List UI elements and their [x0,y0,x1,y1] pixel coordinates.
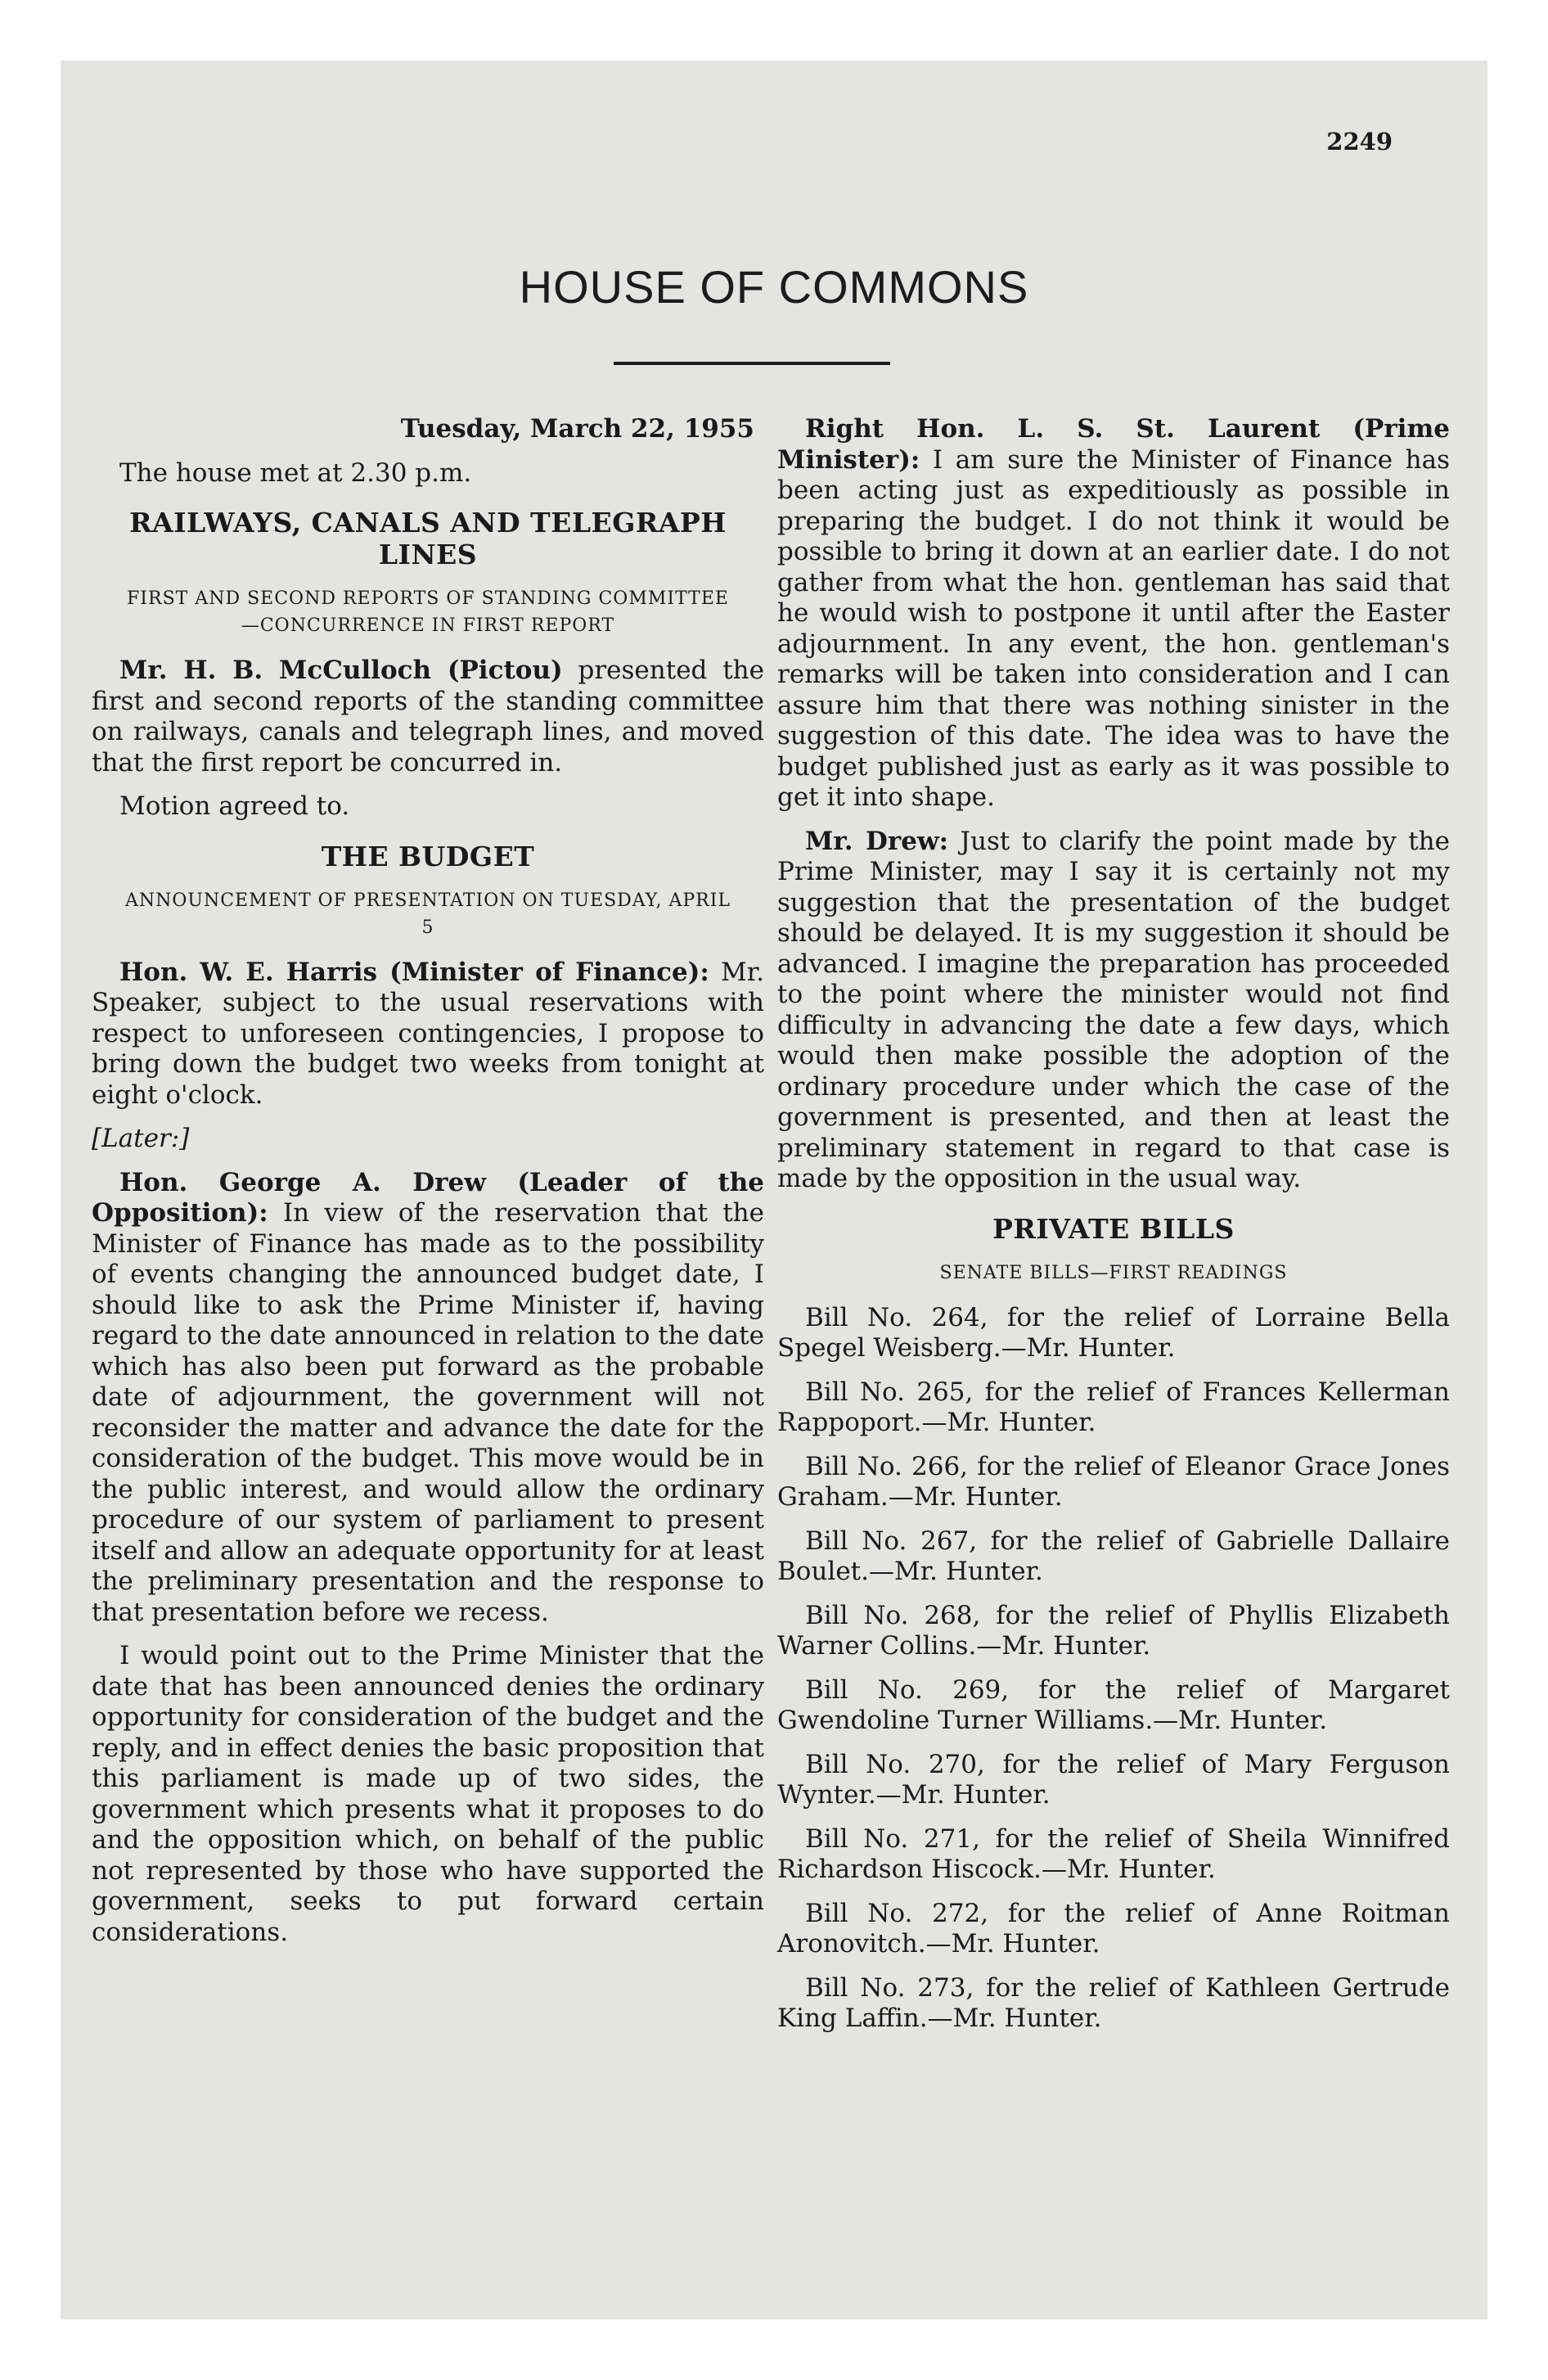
speaker-name: Hon. W. E. Harris (Minister of Finance): [119,957,709,987]
bill-entry: Bill No. 269, for the relief of Margaret Gwendoline Turner Williams.—Mr. Hunter. [777,1675,1450,1735]
speech-text: Mr. Speaker, subject to the usual reservations with respect to unforeseen contingencies, I propose to bring down the budget two weeks from tonight at eight o'clock. [92,957,764,1110]
motion-agreed: Motion agreed to. [119,791,350,821]
masthead-rule [614,362,890,365]
later-marker [92,1124,764,1155]
paragraph-harris [92,958,764,1111]
sitting-date: Tuesday, March 22, 1955 [400,414,754,444]
bill-entry: Bill No. 271, for the relief of Sheila Winnifred Richardson Hiscock.—Mr. Hunter. [777,1823,1450,1884]
bill-entry: Bill No. 267, for the relief of Gabrielle Dallaire Boulet.—Mr. Hunter. [777,1526,1450,1586]
bill-entry: Bill No. 268, for the relief of Phyllis Elizabeth Warner Collins.—Mr. Hunter. [777,1600,1450,1661]
paragraph-drew-continued: I would point out to the Prime Minister that the date that has been announced denies the ordinary opportunity for consideration of the budget and the reply, and in effect denies the basic proposition that this parliament is made up of two sides, the government which presents what it proposes to do and the opposition which, on behalf of the public not represented by those who have supported the government, seeks to put forward certain considerations. [92,1641,764,1947]
right-column [777,414,1450,2048]
speech-text: presented the first and second reports of the standing committee on railways, canals and telegraph lines, and moved that the first report be concurred in. [92,656,764,778]
speech-text: Just to clarify the point made by the Prime Minister, may I say it is certainly not my suggestion that the presentation of the budget should be delayed. It is my suggestion it should be advanced. I imagine the preparation has proceeded to the point where the minister would not find difficulty in advancing the date a few days, which would then make possible the adoption of the ordinary procedure under which the case of the government is presented, and then at least the preliminary statement in regard to that case is made by the opposition in the usual way. [777,826,1450,1193]
section-subheading-senate-bills: SENATE BILLS—FIRST READINGS [939,1262,1288,1283]
section-subheading-reports: FIRST AND SECOND REPORTS OF STANDING COMMITTEE—CONCURRENCE IN FIRST REPORT [127,588,729,636]
bill-entry: Bill No. 266, for the relief of Eleanor Grace Jones Graham.—Mr. Hunter. [777,1451,1450,1512]
bill-entry: Bill No. 264, for the relief of Lorraine Bella Spegel Weisberg.—Mr. Hunter. [777,1302,1450,1363]
document-page [61,61,1487,2319]
section-subheading-announcement: ANNOUNCEMENT OF PRESENTATION ON TUESDAY, APRIL 5 [125,890,731,938]
speech-text: I am sure the Minister of Finance has been acting just as expeditiously as possible in preparing the budget. I do not think it would be possible to bring it down at an earlier date. I do not gather from what the hon. gentleman has said that he would wish to postpone it until after the Easter adjournment. In any event, the hon. gentleman's remarks will be taken into consideration and I can assure him that there was nothing sinister in the suggestion of this date. The idea was to have the budget published just as early as it was possible to get it into shape. [777,444,1450,812]
masthead-title: HOUSE OF COMMONS [519,261,1029,313]
speaker-name: Hon. George A. Drew (Leader of the Opposition): [92,1167,764,1228]
bill-entry: Bill No. 270, for the relief of Mary Ferguson Wynter.—Mr. Hunter. [777,1749,1450,1810]
paragraph-st-laurent [777,414,1450,814]
later-text: [Later:] [92,1124,190,1153]
speaker-name: Mr. H. B. McCulloch (Pictou) [119,656,563,685]
paragraph-drew [92,1168,764,1629]
speaker-name: Mr. Drew: [805,826,949,856]
page-number: 2249 [1326,128,1393,156]
section-heading-private-bills: PRIVATE BILLS [992,1212,1235,1245]
paragraph-drew-reply [777,827,1450,1195]
sitting-opening: The house met at 2.30 p.m. [119,458,472,488]
bill-entry: Bill No. 265, for the relief of Frances Kellerman Rappoport.—Mr. Hunter. [777,1377,1450,1437]
left-column [92,414,764,1961]
paragraph-mcculloch [92,656,764,778]
speaker-name: Right Hon. L. S. St. Laurent (Prime Minister): [777,414,1450,475]
section-heading-budget: THE BUDGET [321,840,535,872]
bill-entry: Bill No. 273, for the relief of Kathleen Gertrude King Laffin.—Mr. Hunter. [777,1972,1450,2033]
speech-text: In view of the reservation that the Minister of Finance has made as to the possibility of events changing the announced budget date, I should like to ask the Prime Minister if, having regard to the date announced in relation to the date which has also been put forward as the probable date of adjournment, the government will not reconsider the matter and advance the date for the consideration of the budget. This move would be in the public interest, and would allow the ordinary procedure of our system of parliament to present itself and allow an adequate opportunity for at least the preliminary presentation and the response to that presentation before we recess. [92,1198,764,1627]
bill-entry: Bill No. 272, for the relief of Anne Roitman Aronovitch.—Mr. Hunter. [777,1898,1450,1959]
section-heading-railways: RAILWAYS, CANALS AND TELEGRAPH LINES [129,507,727,570]
